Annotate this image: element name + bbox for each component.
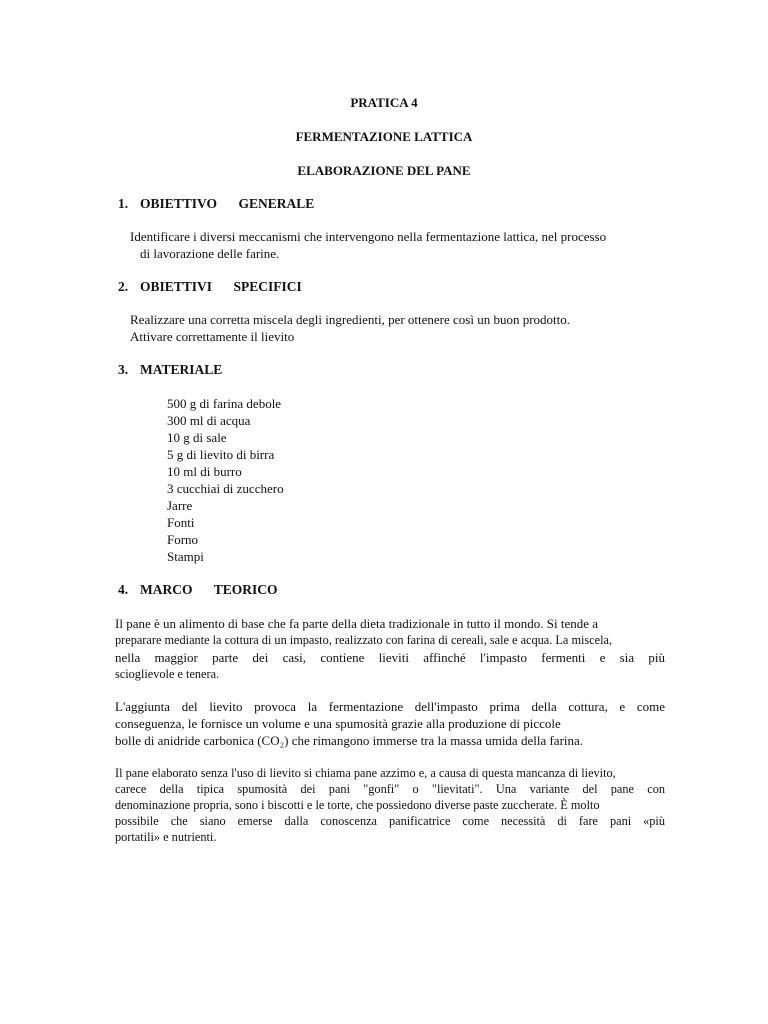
paragraph-line: L'aggiunta del lievito provoca la fermentazione dell'impasto prima della cottura, e come [115, 699, 665, 714]
objective-general-line-cont: di lavorazione delle farine. [140, 246, 280, 261]
paragraph-line: bolle di anidride carbonica (CO₂) che rimangono immerse tra la massa umida della farina. [115, 733, 584, 748]
material-item: 500 g di farina debole [167, 396, 282, 411]
paragraph-line: conseguenza, le fornisce un volume e una spumosità grazie alla produzione di piccole [115, 716, 561, 731]
objective-specific-item: Realizzare una corretta miscela degli ingredienti, per ottenere così un buon prodotto. [130, 312, 571, 327]
material-item: 5 g di lievito di birra [167, 447, 275, 462]
paragraph-line: possibile che siano emerse dalla conoscenza panificatrice come necessità di fare pani «più [115, 814, 665, 828]
paragraph-line: carece della tipica spumosità dei pani "gonfi" o "lievitati". Una variante del pane con [115, 782, 665, 796]
material-item: Fonti [167, 515, 195, 530]
practice-title: PRATICA 4 [350, 95, 418, 110]
material-item: Stampi [167, 549, 204, 564]
document-subtitle: ELABORAZIONE DEL PANE [297, 163, 471, 178]
paragraph-line: Il pane è un alimento di base che fa parte della dieta tradizionale in tutto il mondo. Si tende a [115, 616, 598, 631]
paragraph-line: portatili» e nutrienti. [115, 830, 217, 844]
material-item: Forno [167, 532, 199, 547]
section-number: 1. [118, 196, 129, 211]
material-item: 10 ml di burro [167, 464, 242, 479]
paragraph-line: denominazione propria, sono i biscotti e le torte, che possiedono diverse paste zuccherate. È molto [115, 798, 600, 812]
document-title: FERMENTAZIONE LATTICA [295, 129, 473, 144]
objective-general-line: Identificare i diversi meccanismi che intervengono nella fermentazione lattica, nel processo [130, 229, 607, 244]
material-item: 10 g di sale [167, 430, 227, 445]
section-heading-objectives-specific: 2. OBIETTIVI SPECIFICI [118, 279, 302, 294]
paragraph-line: Il pane elaborato senza l'uso di lievito si chiama pane azzimo e, a causa di questa mancanza di lievito, [115, 766, 616, 780]
paragraph-line: nella maggior parte dei casi, contiene lieviti affinché l'impasto fermenti e sia più [115, 650, 665, 665]
section-heading-materials: 3. MATERIALE [118, 362, 223, 377]
section-heading-theory: 4. MARCO TEORICO [118, 582, 278, 597]
paragraph-line: scioglievole e tenera. [115, 667, 220, 681]
objective-specific-item: Attivare correttamente il lievito [130, 329, 295, 344]
section-heading-objective-general [118, 195, 314, 212]
paragraph-line: preparare mediante la cottura di un impasto, realizzato con farina di cereali, sale e acqua. La miscela, [115, 633, 613, 647]
material-item: 300 ml di acqua [167, 413, 251, 428]
material-item: Jarre [167, 498, 193, 513]
section-title: OBIETTIVO GENERALE [140, 196, 315, 211]
material-item: 3 cucchiai di zucchero [167, 481, 284, 496]
